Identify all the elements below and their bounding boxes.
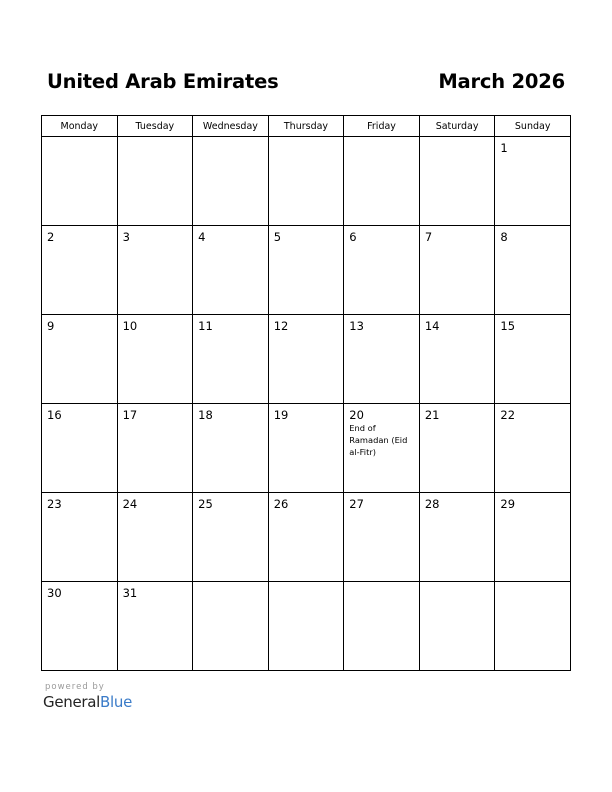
brand-blue-text: Blue — [100, 693, 133, 711]
day-number: 29 — [500, 497, 516, 511]
day-number: 19 — [273, 408, 289, 422]
day-cell — [419, 582, 495, 671]
day-number: 10 — [122, 319, 138, 333]
day-number: 26 — [273, 497, 289, 511]
day-cell — [42, 137, 118, 226]
day-number: 14 — [424, 319, 440, 333]
day-cell — [495, 226, 571, 315]
day-cell — [419, 137, 495, 226]
day-number: 7 — [424, 230, 433, 244]
day-number: 31 — [122, 586, 138, 600]
day-number: 13 — [349, 319, 364, 333]
day-cell — [268, 226, 344, 315]
calendar-month-title: March 2026 — [438, 70, 565, 93]
day-cell — [117, 137, 193, 226]
weekday-saturday: Saturday — [419, 116, 495, 137]
day-number: 25 — [198, 497, 213, 511]
day-number: 18 — [198, 408, 213, 422]
day-number: 4 — [198, 230, 206, 244]
day-cell — [344, 493, 420, 582]
holiday-label: End of Ramadan (Eid al-Fitr) — [349, 423, 408, 457]
day-cell — [419, 226, 495, 315]
day-cell — [193, 226, 269, 315]
day-cell — [495, 137, 571, 226]
day-cell — [193, 493, 269, 582]
day-cell — [193, 404, 269, 493]
week-row — [42, 493, 571, 582]
week-row — [42, 582, 571, 671]
week-row — [42, 137, 571, 226]
day-cell — [268, 582, 344, 671]
brand-general-text: General — [43, 693, 101, 711]
day-number: 16 — [47, 408, 62, 422]
day-cell — [495, 493, 571, 582]
day-cell — [344, 315, 420, 404]
brand-name — [43, 693, 132, 711]
day-number: 28 — [424, 497, 440, 511]
day-cell — [419, 493, 495, 582]
day-number: 27 — [349, 497, 364, 511]
weekday-friday: Friday — [344, 116, 420, 137]
calendar-grid — [41, 115, 571, 671]
day-cell — [117, 493, 193, 582]
day-cell — [344, 137, 420, 226]
day-number: 12 — [273, 319, 289, 333]
day-cell — [42, 493, 118, 582]
day-number: 20 — [349, 408, 364, 422]
day-number: 11 — [198, 319, 213, 333]
day-cell — [344, 404, 420, 493]
day-cell — [495, 404, 571, 493]
weekday-header-row — [42, 116, 571, 137]
weekday-thursday: Thursday — [268, 116, 344, 137]
calendar-country-title: United Arab Emirates — [47, 70, 279, 93]
day-number: 30 — [47, 586, 62, 600]
day-cell — [344, 582, 420, 671]
day-cell — [495, 582, 571, 671]
day-cell — [117, 315, 193, 404]
day-number: 22 — [500, 408, 516, 422]
day-number: 15 — [500, 319, 516, 333]
day-cell — [268, 404, 344, 493]
day-number: 1 — [500, 141, 508, 155]
day-cell — [495, 315, 571, 404]
day-cell — [268, 493, 344, 582]
powered-by-label: powered by — [45, 682, 105, 692]
day-number: 3 — [122, 230, 130, 244]
weekday-wednesday: Wednesday — [193, 116, 269, 137]
day-number: 2 — [47, 230, 55, 244]
day-cell — [42, 226, 118, 315]
weekday-monday: Monday — [42, 116, 118, 137]
day-number: 6 — [349, 230, 357, 244]
day-number: 21 — [424, 408, 440, 422]
day-cell — [117, 226, 193, 315]
day-cell — [268, 137, 344, 226]
day-cell — [193, 582, 269, 671]
day-number: 5 — [273, 230, 282, 244]
day-number: 23 — [47, 497, 62, 511]
day-cell — [42, 582, 118, 671]
day-cell — [117, 404, 193, 493]
day-cell — [419, 404, 495, 493]
generalblue-logo — [43, 682, 132, 711]
day-cell — [117, 582, 193, 671]
day-cell — [193, 137, 269, 226]
week-row — [42, 226, 571, 315]
weekday-sunday: Sunday — [495, 116, 571, 137]
weekday-tuesday: Tuesday — [117, 116, 193, 137]
week-row — [42, 404, 571, 493]
day-number: 9 — [47, 319, 55, 333]
day-number: 8 — [500, 230, 508, 244]
day-number: 17 — [122, 408, 138, 422]
day-cell — [268, 315, 344, 404]
day-cell — [193, 315, 269, 404]
day-cell — [42, 315, 118, 404]
day-cell — [344, 226, 420, 315]
week-row — [42, 315, 571, 404]
day-cell — [42, 404, 118, 493]
day-cell — [419, 315, 495, 404]
day-number: 24 — [122, 497, 138, 511]
